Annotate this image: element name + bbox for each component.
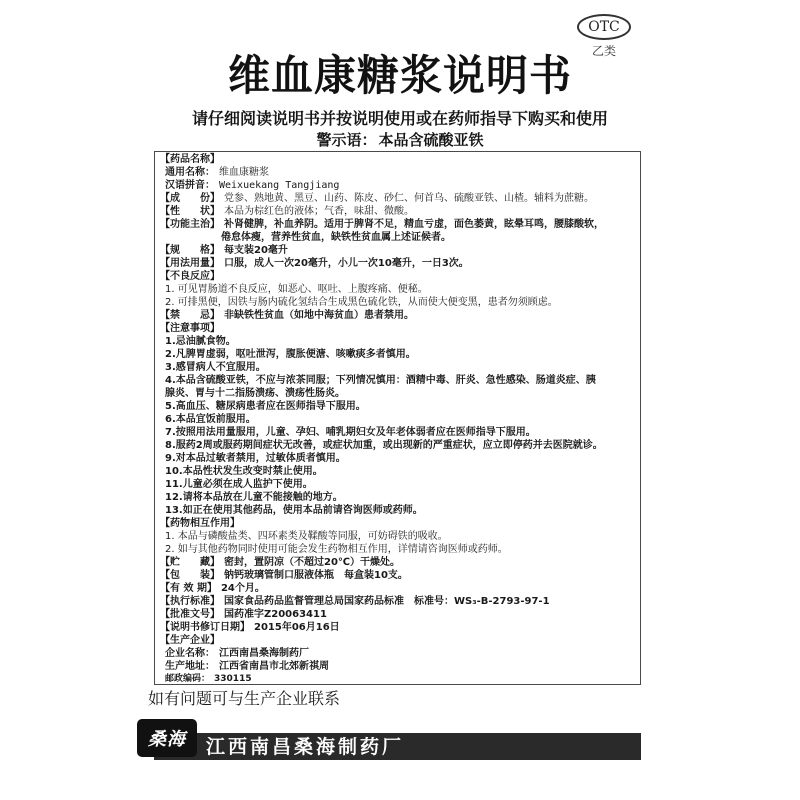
- otc-mark: OTC: [588, 19, 620, 35]
- usage-value: 口服，成人一次20毫升，小儿一次10毫升，一日3次。: [224, 258, 469, 269]
- manufacturer-header: 【生产企业】: [160, 635, 220, 646]
- ingredients-row: [160, 192, 594, 205]
- approval-row: [160, 608, 327, 621]
- company-logo: [137, 719, 197, 757]
- precautions-header: 【注意事项】: [160, 323, 220, 334]
- adverse-item: 1. 可见胃肠道不良反应，如恶心、呕吐、上腹疼痛、便秘。: [165, 284, 428, 295]
- revision-row: [160, 621, 340, 634]
- validity-row: [160, 582, 265, 595]
- contact-note: 如有问题可与生产企业联系: [148, 689, 341, 708]
- package-row: [160, 569, 408, 582]
- warning-statement: [0, 130, 800, 150]
- precaution-item: 4.本品含硫酸亚铁，不应与浓茶同服；下列情况慎用：酒精中毒、肝炎、急性感染、肠道炎症、胰: [165, 375, 596, 386]
- manufacturer-row: [165, 647, 309, 660]
- precaution-item: 8.服药2周或服药期间症状无改善，或症状加重，或出现新的严重症状，应立即停药并去医院就诊。: [165, 440, 603, 451]
- adverse-header: 【不良反应】: [160, 271, 220, 282]
- validity-label: 【有 效 期】: [160, 583, 217, 594]
- interaction-item: 1. 本品与磷酸盐类、四环素类及鞣酸等同服，可妨碍铁的吸收。: [165, 531, 448, 542]
- validity-value: 24个月。: [220, 583, 265, 594]
- character-label: 【性 状】: [160, 206, 220, 217]
- package-label: 【包 装】: [160, 570, 220, 581]
- pinyin-value: Weixuekang Tangjiang: [219, 180, 340, 191]
- precaution-item: 5.高血压、糖尿病患者应在医师指导下服用。: [165, 401, 366, 412]
- standard-label: 【执行标准】: [160, 596, 220, 607]
- usage-row: [160, 257, 469, 270]
- standard-value: 国家食品药品监督管理总局国家药品标准 标准号：WS₃-B-2793-97-1: [224, 596, 550, 607]
- footer-company-name: 江西南昌桑海制药厂: [206, 736, 405, 758]
- warning-label: 警示语：: [316, 131, 377, 149]
- storage-label: 【贮 藏】: [160, 557, 220, 568]
- contraindications-value: 非缺铁性贫血（如地中海贫血）患者禁用。: [224, 310, 414, 321]
- storage-value: 密封，置阴凉（不超过20℃）干燥处。: [224, 557, 401, 568]
- manufacturer-label: 企业名称：: [165, 648, 215, 659]
- otc-class-label: 乙类: [592, 44, 617, 58]
- logo-text: 桑海: [148, 729, 186, 750]
- interactions-header: 【药物相互作用】: [160, 518, 240, 529]
- manufacturer-row: [165, 673, 252, 686]
- character-row: [160, 205, 414, 218]
- ingredients-label: 【成 份】: [160, 193, 220, 204]
- warning-text: 本品含硫酸亚铁: [378, 131, 484, 149]
- precaution-item: 7.按照用法用量服用，儿童、孕妇、哺乳期妇女及年老体弱者应在医师指导下服用。: [165, 427, 536, 438]
- pinyin-label: 汉语拼音：: [165, 180, 215, 191]
- standard-row: [160, 595, 550, 608]
- approval-value: 国药准字Z20063411: [224, 609, 327, 620]
- manufacturer-value: 江西省南昌市北郊新祺周: [219, 661, 329, 672]
- revision-label: 【说明书修订日期】: [160, 622, 250, 633]
- character-value: 本品为棕红色的液体；气香，味甜、微酸。: [224, 206, 414, 217]
- manufacturer-label: 生产地址：: [165, 661, 215, 672]
- precaution-item: 腺炎、胃与十二指肠溃疡、溃疡性肠炎。: [165, 388, 345, 399]
- generic-name-value: 维血康糖浆: [219, 167, 269, 178]
- indications-row: [160, 218, 604, 231]
- document-title: 维血康糖浆说明书: [227, 51, 572, 100]
- contraindications-row: [160, 309, 414, 322]
- generic-name-label: 通用名称：: [165, 167, 215, 178]
- manufacturer-value: 江西南昌桑海制药厂: [219, 648, 309, 659]
- indications-line-2: 倦怠体瘦，营养性贫血，缺铁性贫血属上述证候者。: [221, 232, 451, 243]
- package-value: 钠钙玻璃管制口服液体瓶 每盒装10支。: [224, 570, 408, 581]
- generic-name-row: [165, 166, 269, 179]
- indications-line-1: 补肾健脾，补血养阴。适用于脾肾不足，精血亏虚，面色萎黄，眩晕耳鸣，腰膝酸软，: [224, 219, 604, 230]
- precaution-item: 9.对本品过敏者禁用，过敏体质者慎用。: [165, 453, 346, 464]
- spec-value: 每支装20毫升: [224, 245, 288, 256]
- manufacturer-label: 邮政编码：: [165, 674, 211, 684]
- adverse-item: 2. 可排黑便，因铁与肠内硫化氢结合生成黑色硫化铁，从而使大便变黑，患者勿须顾虑。: [165, 297, 558, 308]
- pinyin-row: [165, 179, 339, 192]
- precaution-item: 10.本品性状发生改变时禁止使用。: [165, 466, 323, 477]
- precaution-item: 13.如正在使用其他药品，使用本品前请咨询医师或药师。: [165, 505, 423, 516]
- precaution-item: 6.本品宜饭前服用。: [165, 414, 256, 425]
- otc-badge: [577, 14, 631, 40]
- contraindications-label: 【禁 忌】: [160, 310, 220, 321]
- interaction-item: 2. 如与其他药物同时使用可能会发生药物相互作用，详情请咨询医师或药师。: [165, 544, 508, 555]
- precaution-item: 3.感冒病人不宜服用。: [165, 362, 266, 373]
- revision-value: 2015年06月16日: [254, 622, 340, 633]
- approval-label: 【批准文号】: [160, 609, 220, 620]
- precaution-item: 11.儿童必须在成人监护下使用。: [165, 479, 313, 490]
- precaution-item: 12.请将本品放在儿童不能接触的地方。: [165, 492, 343, 503]
- manufacturer-value: 330115: [214, 674, 252, 684]
- spec-row: [160, 244, 288, 257]
- indications-label: 【功能主治】: [160, 219, 220, 230]
- spec-label: 【规 格】: [160, 245, 220, 256]
- storage-row: [160, 556, 400, 569]
- precaution-item: 1.忌油腻食物。: [165, 336, 236, 347]
- drug-name-header: 【药品名称】: [160, 154, 220, 165]
- precaution-item: 2.凡脾胃虚弱，呕吐泄泻，腹胀便溏、咳嗽痰多者慎用。: [165, 349, 416, 360]
- manufacturer-row: [165, 660, 329, 673]
- usage-label: 【用法用量】: [160, 258, 220, 269]
- document-subtitle: 请仔细阅读说明书并按说明使用或在药师指导下购买和使用: [191, 109, 608, 128]
- ingredients-value: 党参、熟地黄、黑豆、山药、陈皮、砂仁、何首乌、硫酸亚铁、山楂。辅料为蔗糖。: [224, 193, 594, 204]
